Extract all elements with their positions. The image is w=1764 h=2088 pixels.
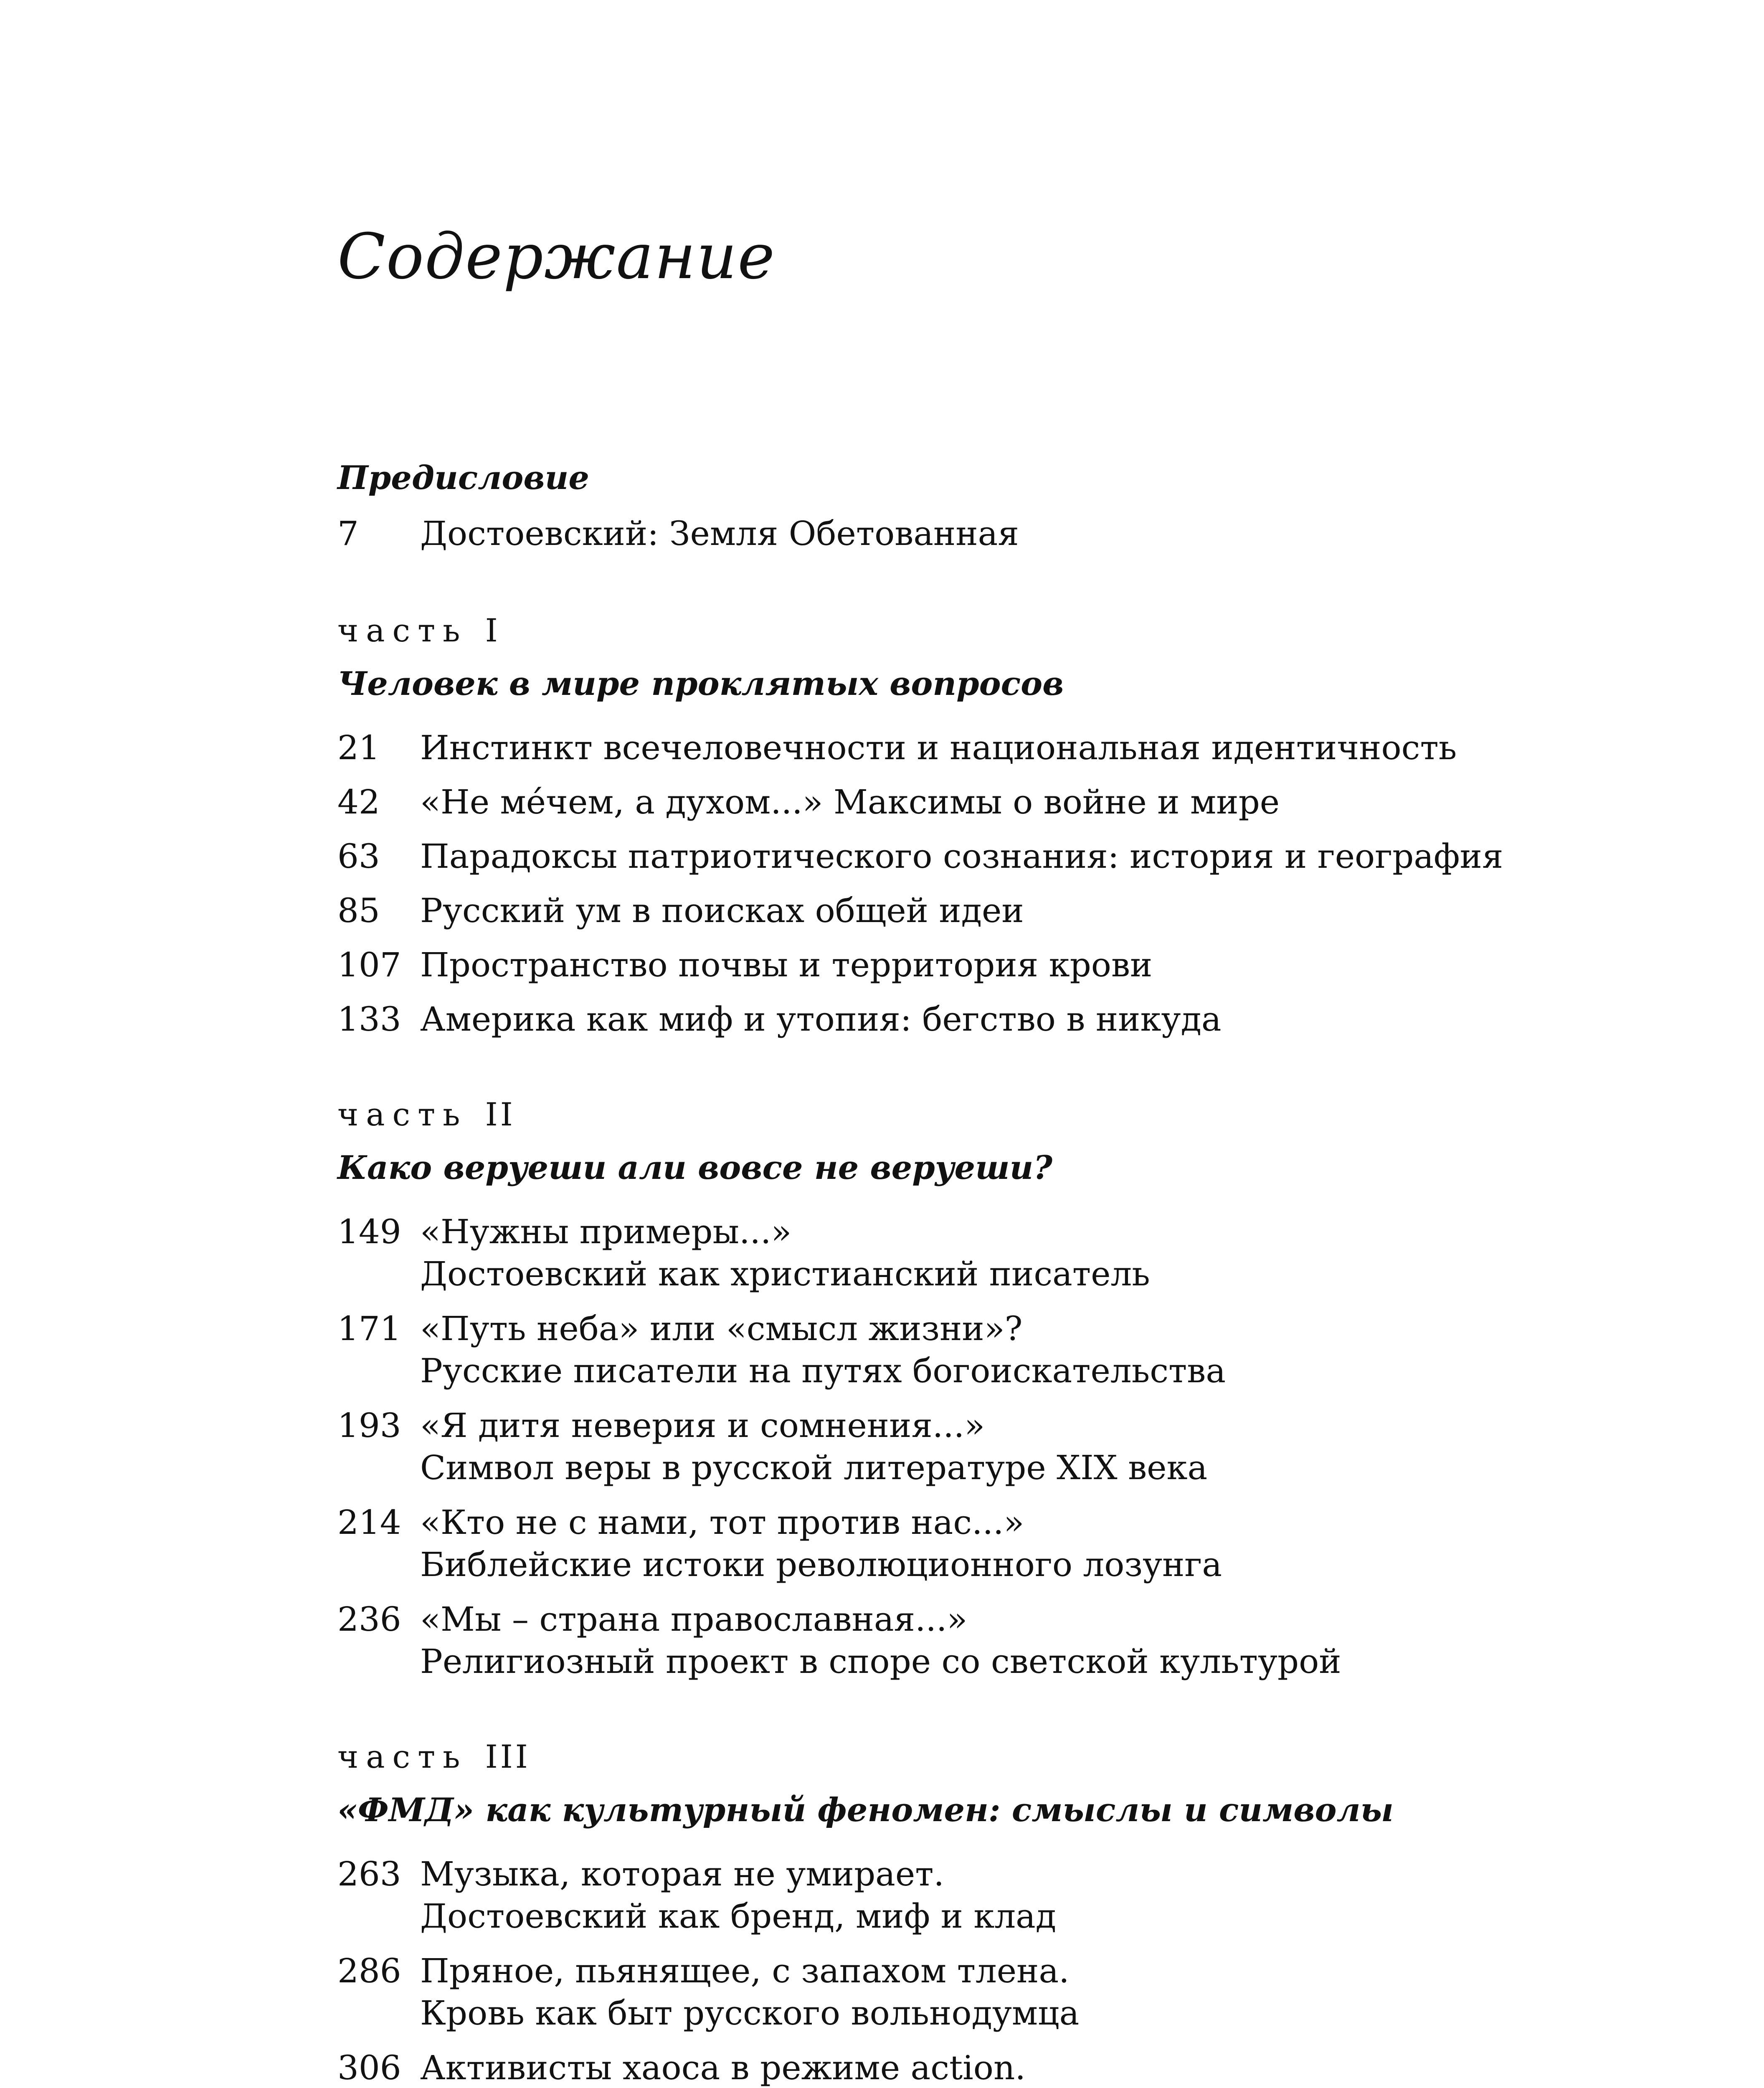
entry-title (420, 1404, 1207, 1489)
entry-subtitle: Достоевский как христианский писатель (420, 1254, 1150, 1293)
entry-line: «Кто не с нами, тот против нас...» (420, 1503, 1024, 1542)
part-2-section (337, 1094, 1632, 1683)
entry-subtitle: Символ веры в русской литературе XIX века (420, 1448, 1208, 1487)
entry-line: Достоевский: Земля Обетованная (420, 514, 1019, 553)
entry-line: Активисты хаоса в режиме action. (420, 2048, 1026, 2087)
preface-section (337, 457, 1632, 555)
entry-line: Музыка, которая не умирает. (420, 1855, 944, 1893)
entry-title (420, 727, 1457, 769)
entry-line: «Путь неба» или «смысл жизни»? (420, 1309, 1023, 1348)
entry-line: Инстинкт всечеловечности и национальная идентичность (420, 728, 1457, 767)
entry-line: Пряное, пьянящее, с запахом тлена. (420, 1951, 1070, 1990)
entry-line: Америка как миф и утопия: бегство в никуда (420, 1000, 1222, 1039)
entry-title (420, 889, 1024, 932)
entry-title (420, 1211, 1150, 1295)
entry-line: «Я дитя неверия и сомнения...» (420, 1406, 985, 1445)
page-number: 85 (337, 891, 380, 930)
entry-subtitle: Русские писатели на путях богоискательства (420, 1351, 1226, 1390)
toc-entry[interactable] (337, 998, 1632, 1040)
toc-entry[interactable] (337, 1211, 1632, 1295)
page-number: 42 (337, 783, 380, 821)
page-number: 107 (337, 945, 401, 984)
entry-title (420, 944, 1152, 986)
page-number: 193 (337, 1406, 401, 1445)
entry-subtitle: Библейские истоки революционного лозунга (420, 1545, 1222, 1584)
part-word: часть (337, 612, 468, 649)
toc-entry[interactable] (337, 835, 1632, 877)
entry-title (420, 1950, 1079, 2034)
page-number: 7 (337, 514, 359, 553)
part-label (337, 1094, 1632, 1135)
toc-entry[interactable] (337, 1308, 1632, 1392)
toc-entry[interactable] (337, 1404, 1632, 1489)
part-title: Како веруеши али вовсе не веруеши? (337, 1149, 1053, 1187)
part-word: часть (337, 1738, 468, 1775)
entry-title (420, 512, 1019, 555)
part-3-section (337, 1736, 1632, 2088)
part-numeral: II (485, 1096, 515, 1133)
page-number: 171 (337, 1309, 401, 1348)
entry-title (420, 998, 1222, 1040)
toc-entry[interactable] (337, 727, 1632, 769)
entry-line: Русский ум в поисках общей идеи (420, 891, 1024, 930)
toc-entry[interactable] (337, 889, 1632, 932)
entry-line: «Не ме́чем, а духом...» Максимы о войне и мире (420, 783, 1280, 821)
part-label (337, 610, 1632, 651)
page-number: 306 (337, 2048, 401, 2087)
page-title: Содержание (337, 220, 776, 293)
page-number: 214 (337, 1503, 401, 1542)
entry-line: «Нужны примеры...» (420, 1212, 792, 1251)
entry-line: «Мы – страна православная...» (420, 1600, 968, 1639)
part-numeral: I (485, 612, 500, 649)
page-number: 149 (337, 1212, 401, 1251)
part-word: часть (337, 1096, 468, 1133)
toc-entry[interactable] (337, 1853, 1632, 1937)
table-of-contents (337, 217, 1632, 2088)
entry-subtitle: Кровь как быт русского вольнодумца (420, 1994, 1080, 2032)
toc-entry[interactable] (337, 1598, 1632, 1683)
toc-entry[interactable] (337, 944, 1632, 986)
preface-label: Предисловие (337, 459, 589, 497)
page-number: 286 (337, 1951, 401, 1990)
toc-entry[interactable] (337, 1501, 1632, 1586)
entry-title (420, 1853, 1056, 1937)
entry-line: Парадоксы патриотического сознания: история и география (420, 837, 1503, 876)
entry-title (420, 1308, 1226, 1392)
entry-line: Пространство почвы и территория крови (420, 945, 1153, 984)
toc-entry[interactable] (337, 2047, 1632, 2088)
part-numeral: III (485, 1738, 530, 1775)
page-number: 236 (337, 1600, 401, 1639)
page-number: 263 (337, 1855, 401, 1893)
entry-title (420, 2047, 1485, 2088)
entry-title (420, 1501, 1222, 1586)
page-number: 21 (337, 728, 380, 767)
entry-subtitle: Достоевский как бренд, миф и клад (420, 1897, 1057, 1936)
part-1-section (337, 610, 1632, 1040)
page-number: 133 (337, 1000, 401, 1039)
part-title: «ФМД» как культурный феномен: смыслы и символы (337, 1791, 1394, 1829)
toc-entry[interactable] (337, 1950, 1632, 2034)
entry-title (420, 781, 1280, 823)
part-title: Человек в мире проклятых вопросов (337, 665, 1064, 703)
entry-title (420, 1598, 1341, 1683)
page-number: 63 (337, 837, 380, 876)
toc-entry[interactable] (337, 512, 1632, 555)
part-label (337, 1736, 1632, 1778)
toc-entry[interactable] (337, 781, 1632, 823)
entry-subtitle: Религиозный проект в споре со светской культурой (420, 1642, 1341, 1681)
entry-title (420, 835, 1503, 877)
